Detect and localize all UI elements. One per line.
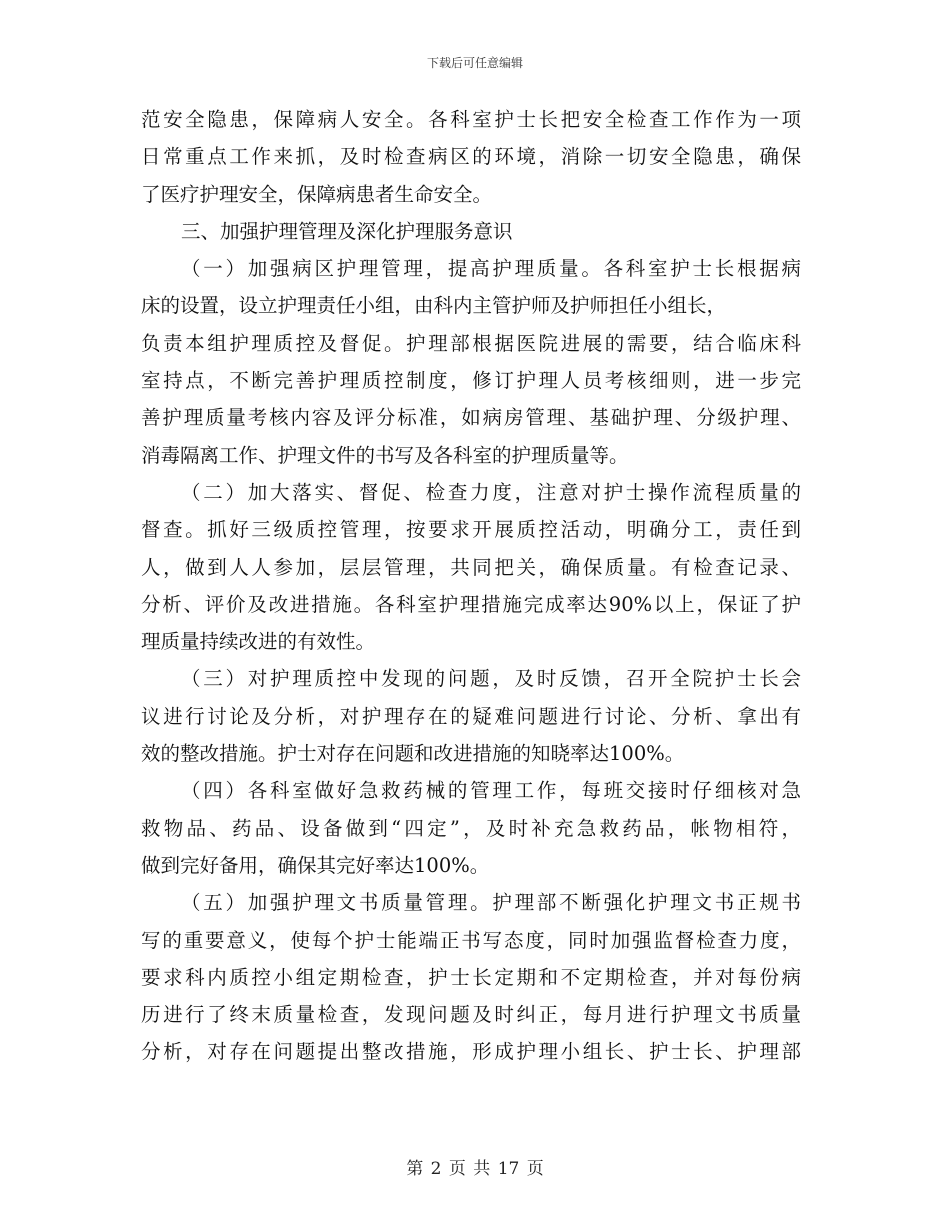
body-text-line: 督查。抓好三级质控管理，按要求开展质控活动，明确分工，责任到 xyxy=(141,518,801,542)
body-text-line: 写的重要意义，使每个护士能端正书写态度，同时加强监督检查力度， xyxy=(141,928,801,952)
body-text-line: 日常重点工作来抓，及时检查病区的环境，消除一切安全隐患，确保 xyxy=(141,145,801,169)
body-text-line: 效的整改措施。护士对存在问题和改进措施的知晓率达100%。 xyxy=(141,742,685,766)
page-number-footer: 第 2 页 共 17 页 xyxy=(406,1159,544,1179)
body-text-line: （二）加大落实、督促、检查力度，注意对护士操作流程质量的 xyxy=(181,480,801,504)
body-text-line: 善护理质量考核内容及评分标准，如病房管理、基础护理、分级护理、 xyxy=(141,406,801,430)
body-text-line: 人，做到人人参加，层层管理，共同把关，确保质量。有检查记录、 xyxy=(141,555,801,579)
body-text-line: 要求科内质控小组定期检查，护士长定期和不定期检查，并对每份病 xyxy=(141,965,801,989)
page-header: 下载后可任意编辑 xyxy=(426,56,523,70)
body-text-line: 救物品、药品、设备做到“四定”，及时补充急救药品，帐物相符， xyxy=(141,816,801,840)
body-text-line: 议进行讨论及分析，对护理存在的疑难问题进行讨论、分析、拿出有 xyxy=(141,704,801,728)
body-text-line: （一）加强病区护理管理，提高护理质量。各科室护士长根据病 xyxy=(181,257,801,281)
body-text-line: （三）对护理质控中发现的问题，及时反馈，召开全院护士长会 xyxy=(181,667,801,691)
body-text-line: 室持点，不断完善护理质控制度，修订护理人员考核细则，进一步完 xyxy=(141,369,801,393)
body-text-line: 了医疗护理安全，保障病患者生命安全。 xyxy=(141,182,493,206)
body-text-line: 做到完好备用，确保其完好率达100%。 xyxy=(141,853,490,877)
body-text-line: 范安全隐患，保障病人安全。各科室护士长把安全检查工作作为一项 xyxy=(141,108,801,131)
document-body xyxy=(141,101,801,1071)
body-text-line: 消毒隔离工作、护理文件的书写及各科室的护理质量等。 xyxy=(141,443,629,467)
body-text-line: 历进行了终末质量检查，发现问题及时纠正，每月进行护理文书质量 xyxy=(141,1003,801,1027)
body-text-line: （四）各科室做好急救药械的管理工作，每班交接时仔细核对急 xyxy=(181,779,801,803)
body-text-line: 分析、评价及改进措施。各科室护理措施完成率达90%以上，保证了护 xyxy=(141,592,801,616)
body-text-line: 理质量持续改进的有效性。 xyxy=(141,630,376,654)
body-text-line: 分析，对存在问题提出整改措施，形成护理小组长、护士长、护理部 xyxy=(141,1040,801,1064)
body-text-line: 三、加强护理管理及深化护理服务意识 xyxy=(181,219,513,243)
body-text-line: 床的设置，设立护理责任小组，由科内主管护师及护师担任小组长， xyxy=(141,294,727,318)
body-text-line: （五）加强护理文书质量管理。护理部不断强化护理文书正规书 xyxy=(181,891,801,915)
body-text-line: 负责本组护理质控及督促。护理部根据医院进展的需要，结合临床科 xyxy=(141,331,801,355)
